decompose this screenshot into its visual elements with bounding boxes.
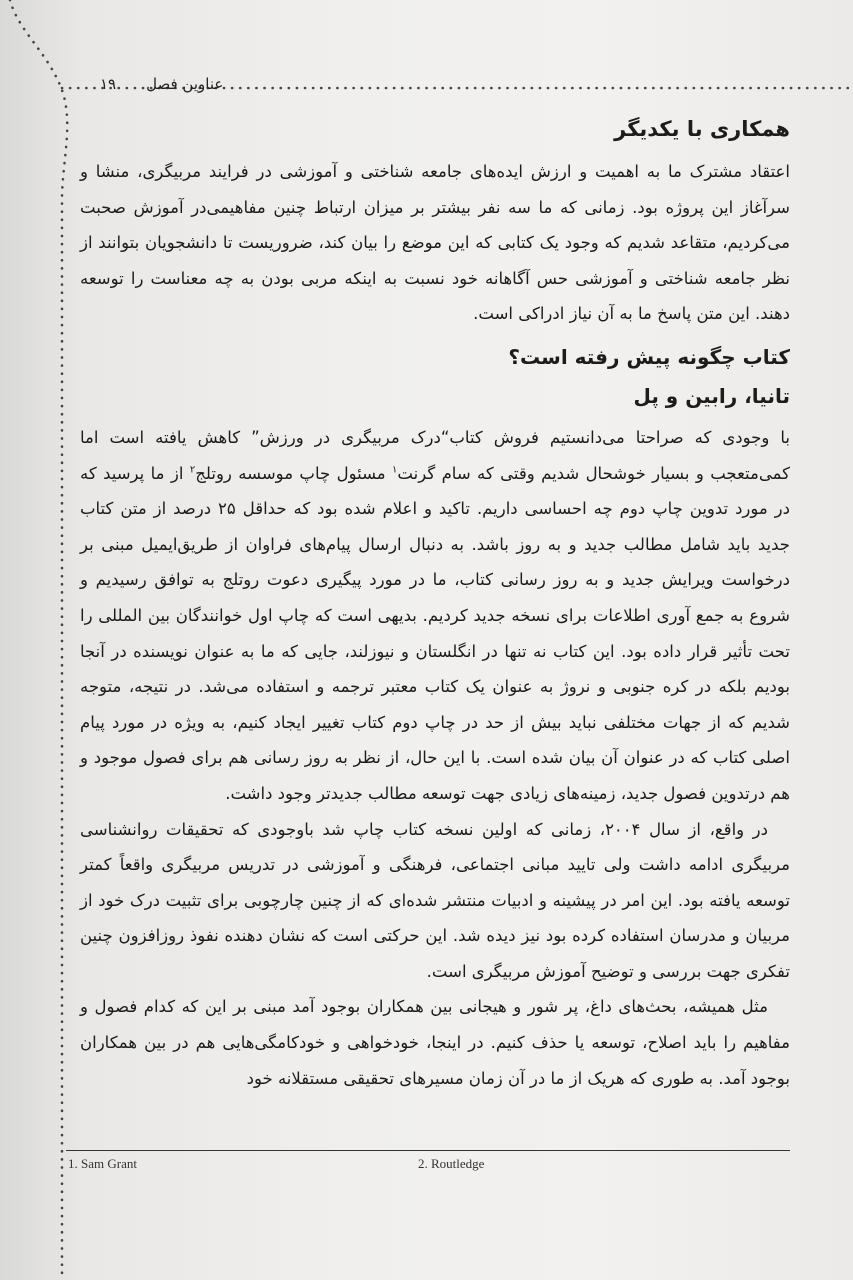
body-text bbox=[80, 112, 790, 1096]
footnote-2: 2. Routledge bbox=[418, 1156, 485, 1171]
footnote-marker-2: ۲ bbox=[189, 464, 196, 476]
footnote-divider bbox=[66, 1150, 790, 1151]
paragraph-text-part: از ما پرسید که در مورد تدوین چاپ دوم چه احساسی داریم. تاکید و اعلام شده بود که حداقل ۲۵ درصد از متن کتاب جدید باید شامل مطالب جدید و به روز باشد. به دنبال ارسال پیام‌های فراوان از طریق‌ایمیل مبنی بر درخواست ویرایش جدید و به روز رسانی کتاب، ما در مورد پیگیری دعوت روتلج به توافق رسیدیم و شروع به جمع آوری اطلاعات برای نسخه جدید کردیم. بدیهی است که چاپ اول خوانندگان بین المللی را تحت تأثیر قرار داده بود. این کتاب نه تنها در انگلستان و نیوزلند، جایی که ما به عنوان نویسنده در آنجا بودیم بلکه در کره جنوبی و نروژ به عنوان یک کتاب معتبر ترجمه و استفاده می‌شد. در نتیجه، متوجه شدیم که از جهات مختلفی نباید بیش از حد در چاپ دوم کتاب تغییر ایجاد کنیم، به ویژه در مورد پیام اصلی کتاب که در عنوان آن بیان شده است. با این حال، از نظر به روز رسانی هم برای فصول موجود و هم درتدوین فصول جدید، زمینه‌های زیادی جهت توسعه مطالب جدیدتر وجود داشت. bbox=[80, 463, 790, 803]
footnote-marker-1: ۱ bbox=[392, 464, 398, 476]
paragraph-collaboration: اعتقاد مشترک ما به اهمیت و ارزش ایده‌های جامعه شناختی و آموزشی در فرایند مربیگری، منشا و سرآغاز این پروژه بود. زمانی که ما سه نفر بیشتر بر میزان ارتباط چنین مفاهیمی‌در آموزش صحبت می‌کردیم، متقاعد شدیم که وجود یک کتابی که این موضع را بیان کند، ضروریست تا دانشجویان بتوانند از نظر جامعه شناختی و آموزشی حس آگاهانه خود نسبت به اینکه مربی بودن به چه معناست را توسعه دهند. این متن پاسخ ما به آن نیاز ادراکی است. bbox=[80, 162, 790, 324]
footnotes bbox=[68, 1156, 788, 1176]
chapter-title: عناوین فصل bbox=[146, 75, 224, 93]
paragraph-text-part: با وجودی که صراحتا می‌دانستیم فروش کتاب“درک مربیگری در ورزش” کاهش یافته است اما کمی‌متعجب و بسیار خوشحال شدیم وقتی که سام گرنت bbox=[80, 427, 791, 483]
authors-subheading: تانیا، رابین و پل bbox=[633, 383, 790, 408]
paragraph-second-edition bbox=[80, 420, 790, 812]
paragraph-since-2004: در واقع، از سال ۲۰۰۴، زمانی که اولین نسخه کتاب چاپ شد باوجودی که تحقیقات روانشناسی مربیگری ادامه داشت ولی تایید مبانی اجتماعی، فرهنگی و آموزشی در تدریس مربیگری واقعاً کمتر توسعه یافته بود. این امر در پیشینه و ادبیات منتشر شده‌ای که از چنین چارچوبی برای تثبیت درک خود از مربیان و مدرسان استفاده کرده بود نیز دیده شد. این حرکتی است که نشان دهنده نفوذ روزافزون چنین تفکری جهت بررسی و توضیح آموزش مربیگری است. bbox=[80, 819, 790, 981]
section-heading-collaboration: همکاری با یکدیگر bbox=[614, 117, 790, 141]
paragraph-text-part: مسئول چاپ موسسه روتلج bbox=[195, 463, 393, 483]
footnote-1: 1. Sam Grant bbox=[68, 1156, 137, 1171]
section-heading-book-progress: کتاب چگونه پیش رفته است؟ bbox=[508, 344, 790, 369]
paragraph-discussions: مثل همیشه، بحث‌های داغ، پر شور و هیجانی بین همکاران بوجود آمد مبنی بر این که کدام فصول و مفاهیم را باید اصلاح، توسعه یا حذف کنیم. در اینجا، خودخواهی و خودکامگی‌هایی هم در بین همکاران بوجود آمد. به طوری که هریک از ما در آن زمان مسیرهای تحقیقی مستقلانه خود bbox=[80, 997, 790, 1088]
page-number: ۱۹ bbox=[100, 75, 117, 93]
running-header bbox=[100, 70, 240, 98]
